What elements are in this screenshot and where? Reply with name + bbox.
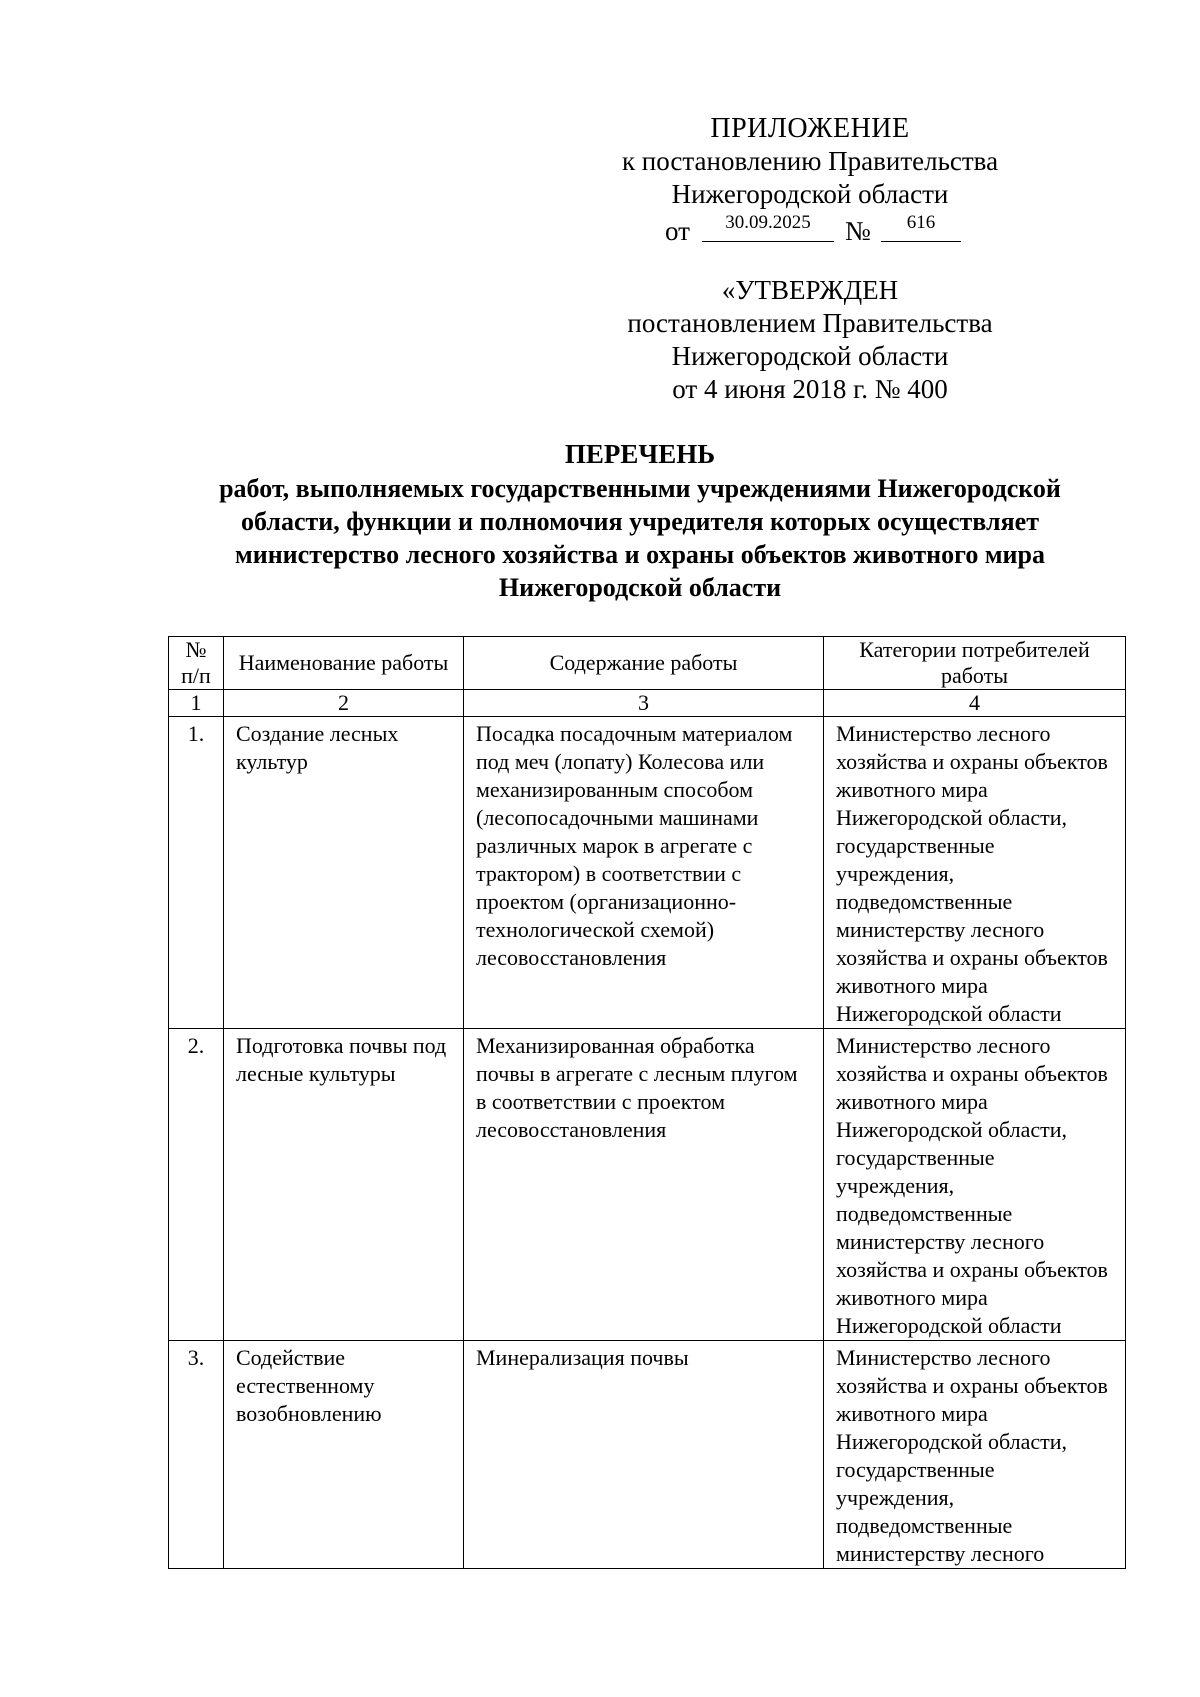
approved-line-4: от 4 июня 2018 г. № 400: [672, 374, 948, 404]
table-row: [169, 1341, 1126, 1569]
row-content: Механизированная обработка почвы в агрегате с лесным плугом в соответствии с проектом лесовосстановления: [464, 1029, 824, 1341]
title-main: ПЕРЕЧЕНЬ: [564, 439, 716, 469]
column-number: 1: [169, 690, 224, 717]
appendix-title: ПРИЛОЖЕНИЕ: [710, 113, 910, 144]
row-content: Посадка посадочным материалом под меч (лопату) Колесова или механизированным способом (лесопосадочными машинами различных марок в агрегате с трактором) в соответствии с проектом (организационно-технологической схемой) лесовосстановления: [464, 717, 824, 1029]
title-line-2: области, функции и полномочия учредителя которых осуществляет: [241, 507, 1039, 536]
date-field: 30.09.2025: [702, 211, 834, 242]
column-number: 4: [824, 690, 1126, 717]
appendix-block: [580, 112, 1040, 245]
header-num: № п/п: [169, 637, 224, 690]
table-row: [169, 717, 1126, 1029]
row-name: Подготовка почвы под лесные культуры: [224, 1029, 464, 1341]
row-num: 3.: [169, 1341, 224, 1569]
approved-line-2: постановлением Правительства: [627, 308, 993, 338]
number-label: №: [845, 216, 871, 246]
title-line-4: Нижегородской области: [498, 573, 782, 602]
header-consumers: Категории потребителей работы: [824, 637, 1126, 690]
appendix-dateline: [580, 211, 1040, 245]
column-number-row: [169, 690, 1126, 717]
column-number: 2: [224, 690, 464, 717]
row-name: Содействие естественному возобновлению: [224, 1341, 464, 1569]
number-field: 616: [881, 211, 961, 242]
row-consumers: Министерство лесного хозяйства и охраны объектов животного мира Нижегородской области, государственные учреждения, подведомственные министерству лесного хозяйства и охраны объектов животного мира Нижегородской области: [824, 1029, 1126, 1341]
approved-line-3: Нижегородской области: [671, 341, 949, 371]
header-name: Наименование работы: [224, 637, 464, 690]
row-content: Минерализация почвы: [464, 1341, 824, 1569]
title-line-3: министерство лесного хозяйства и охраны объектов животного мира: [235, 540, 1045, 569]
approved-line-1: «УТВЕРЖДЕН: [721, 275, 899, 305]
row-num: 2.: [169, 1029, 224, 1341]
appendix-line-2: Нижегородской области: [671, 179, 949, 209]
approved-block: [580, 274, 1040, 406]
row-name: Создание лесных культур: [224, 717, 464, 1029]
row-consumers: Министерство лесного хозяйства и охраны объектов животного мира Нижегородской области, государственные учреждения, подведомственные министерству лесного: [824, 1341, 1126, 1569]
appendix-line-1: к постановлению Правительства: [621, 146, 999, 176]
document-title: [150, 438, 1130, 604]
title-line-1: работ, выполняемых государственными учреждениями Нижегородской: [219, 474, 1061, 503]
row-num: 1.: [169, 717, 224, 1029]
header-content: Содержание работы: [464, 637, 824, 690]
column-number: 3: [464, 690, 824, 717]
table-header-row: [169, 637, 1126, 690]
works-table: [168, 636, 1126, 1569]
from-label: от: [665, 216, 690, 246]
row-consumers: Министерство лесного хозяйства и охраны объектов животного мира Нижегородской области, государственные учреждения, подведомственные министерству лесного хозяйства и охраны объектов животного мира Нижегородской области: [824, 717, 1126, 1029]
table-row: [169, 1029, 1126, 1341]
